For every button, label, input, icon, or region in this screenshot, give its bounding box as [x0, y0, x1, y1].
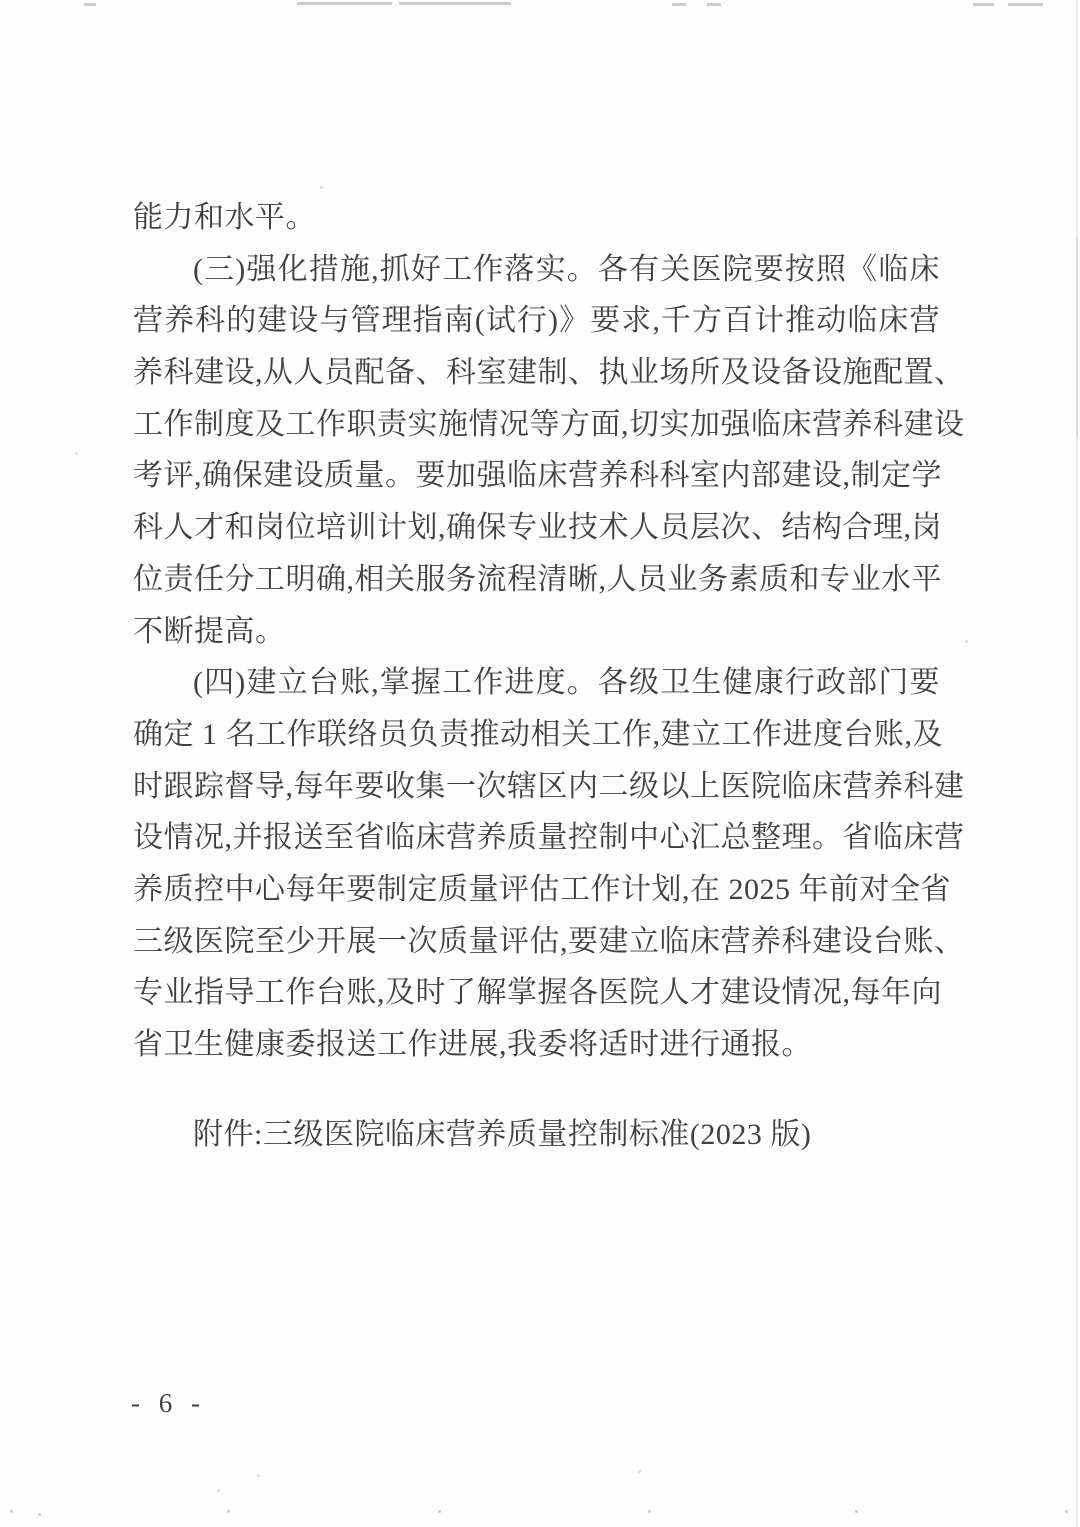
body-text-line: 养科建设,从人员配备、科室建制、执业场所及设备设施配置、 [133, 356, 965, 390]
scan-speck [257, 1474, 260, 1477]
body-text-line: 养质控中心每年要制定质量评估工作计划,在 2025 年前对全省 [133, 872, 951, 906]
body-text-line: 确定 1 名工作联络员负责推动相关工作,建立工作进度台账,及 [133, 717, 943, 751]
scan-speck [638, 1470, 641, 1473]
body-text-line: 专业指导工作台账,及时了解掌握各医院人才建设情况,每年向 [133, 976, 942, 1010]
scan-artifact-dash [672, 3, 686, 6]
scan-artifact-dash [707, 3, 721, 6]
scan-artifact-dash [973, 3, 994, 6]
scan-artifact-dash [399, 2, 511, 5]
scan-artifact-dash [1008, 3, 1043, 6]
body-text-line: 省卫生健康委报送工作进展,我委将适时进行通报。 [133, 1028, 812, 1061]
scan-speck [75, 452, 78, 455]
body-text-line: 考评,确保建设质量。要加强临床营养科科室内部建设,制定学 [133, 459, 942, 493]
body-text-line: 设情况,并报送至省临床营养质量控制中心汇总整理。省临床营 [133, 821, 965, 855]
scan-speck [38, 1513, 41, 1516]
scan-artifact-dash [84, 3, 96, 6]
scan-artifact-edge-line [1076, 0, 1078, 1527]
attachment-reference-line: 附件:三级医院临床营养质量控制标准(2023 版) [193, 1117, 812, 1151]
page-number: - 6 - [131, 1388, 206, 1418]
scan-speck [438, 1510, 441, 1513]
body-text-line: 位责任分工明确,相关服务流程清晰,人员业务素质和专业水平 [133, 562, 942, 596]
document-body [133, 192, 965, 1160]
body-text-line: 工作制度及工作职责实施情况等方面,切实加强临床营养科建设 [133, 407, 965, 441]
section-3-heading-line: (三)强化措施,抓好工作落实。各有关医院要按照《临床 [193, 252, 940, 286]
body-text-line: 科人才和岗位培训计划,确保专业技术人员层次、结构合理,岗 [133, 511, 942, 545]
scan-artifact-edge-line [1076, 238, 1078, 438]
scan-speck [320, 186, 323, 189]
scan-speck [227, 1510, 230, 1513]
scan-speck [10, 1510, 13, 1513]
body-text-line: 三级医院至少开展一次质量评估,要建立临床营养科建设台账、 [133, 924, 965, 958]
body-text-line: 不断提高。 [133, 614, 286, 648]
scan-speck [855, 1510, 858, 1513]
scan-speck [648, 1510, 651, 1513]
scan-speck [965, 640, 968, 643]
section-4-heading-line: (四)建立台账,掌握工作进度。各级卫生健康行政部门要 [193, 666, 940, 700]
body-text-line: 能力和水平。 [133, 201, 316, 234]
scan-speck [217, 1489, 220, 1492]
body-text-line: 时跟踪督导,每年要收集一次辖区内二级以上医院临床营养科建 [133, 769, 965, 803]
body-text-line: 营养科的建设与管理指南(试行)》要求,千方百计推动临床营 [133, 304, 940, 338]
scan-speck [1065, 1510, 1068, 1513]
scan-artifact-dash [297, 2, 392, 5]
